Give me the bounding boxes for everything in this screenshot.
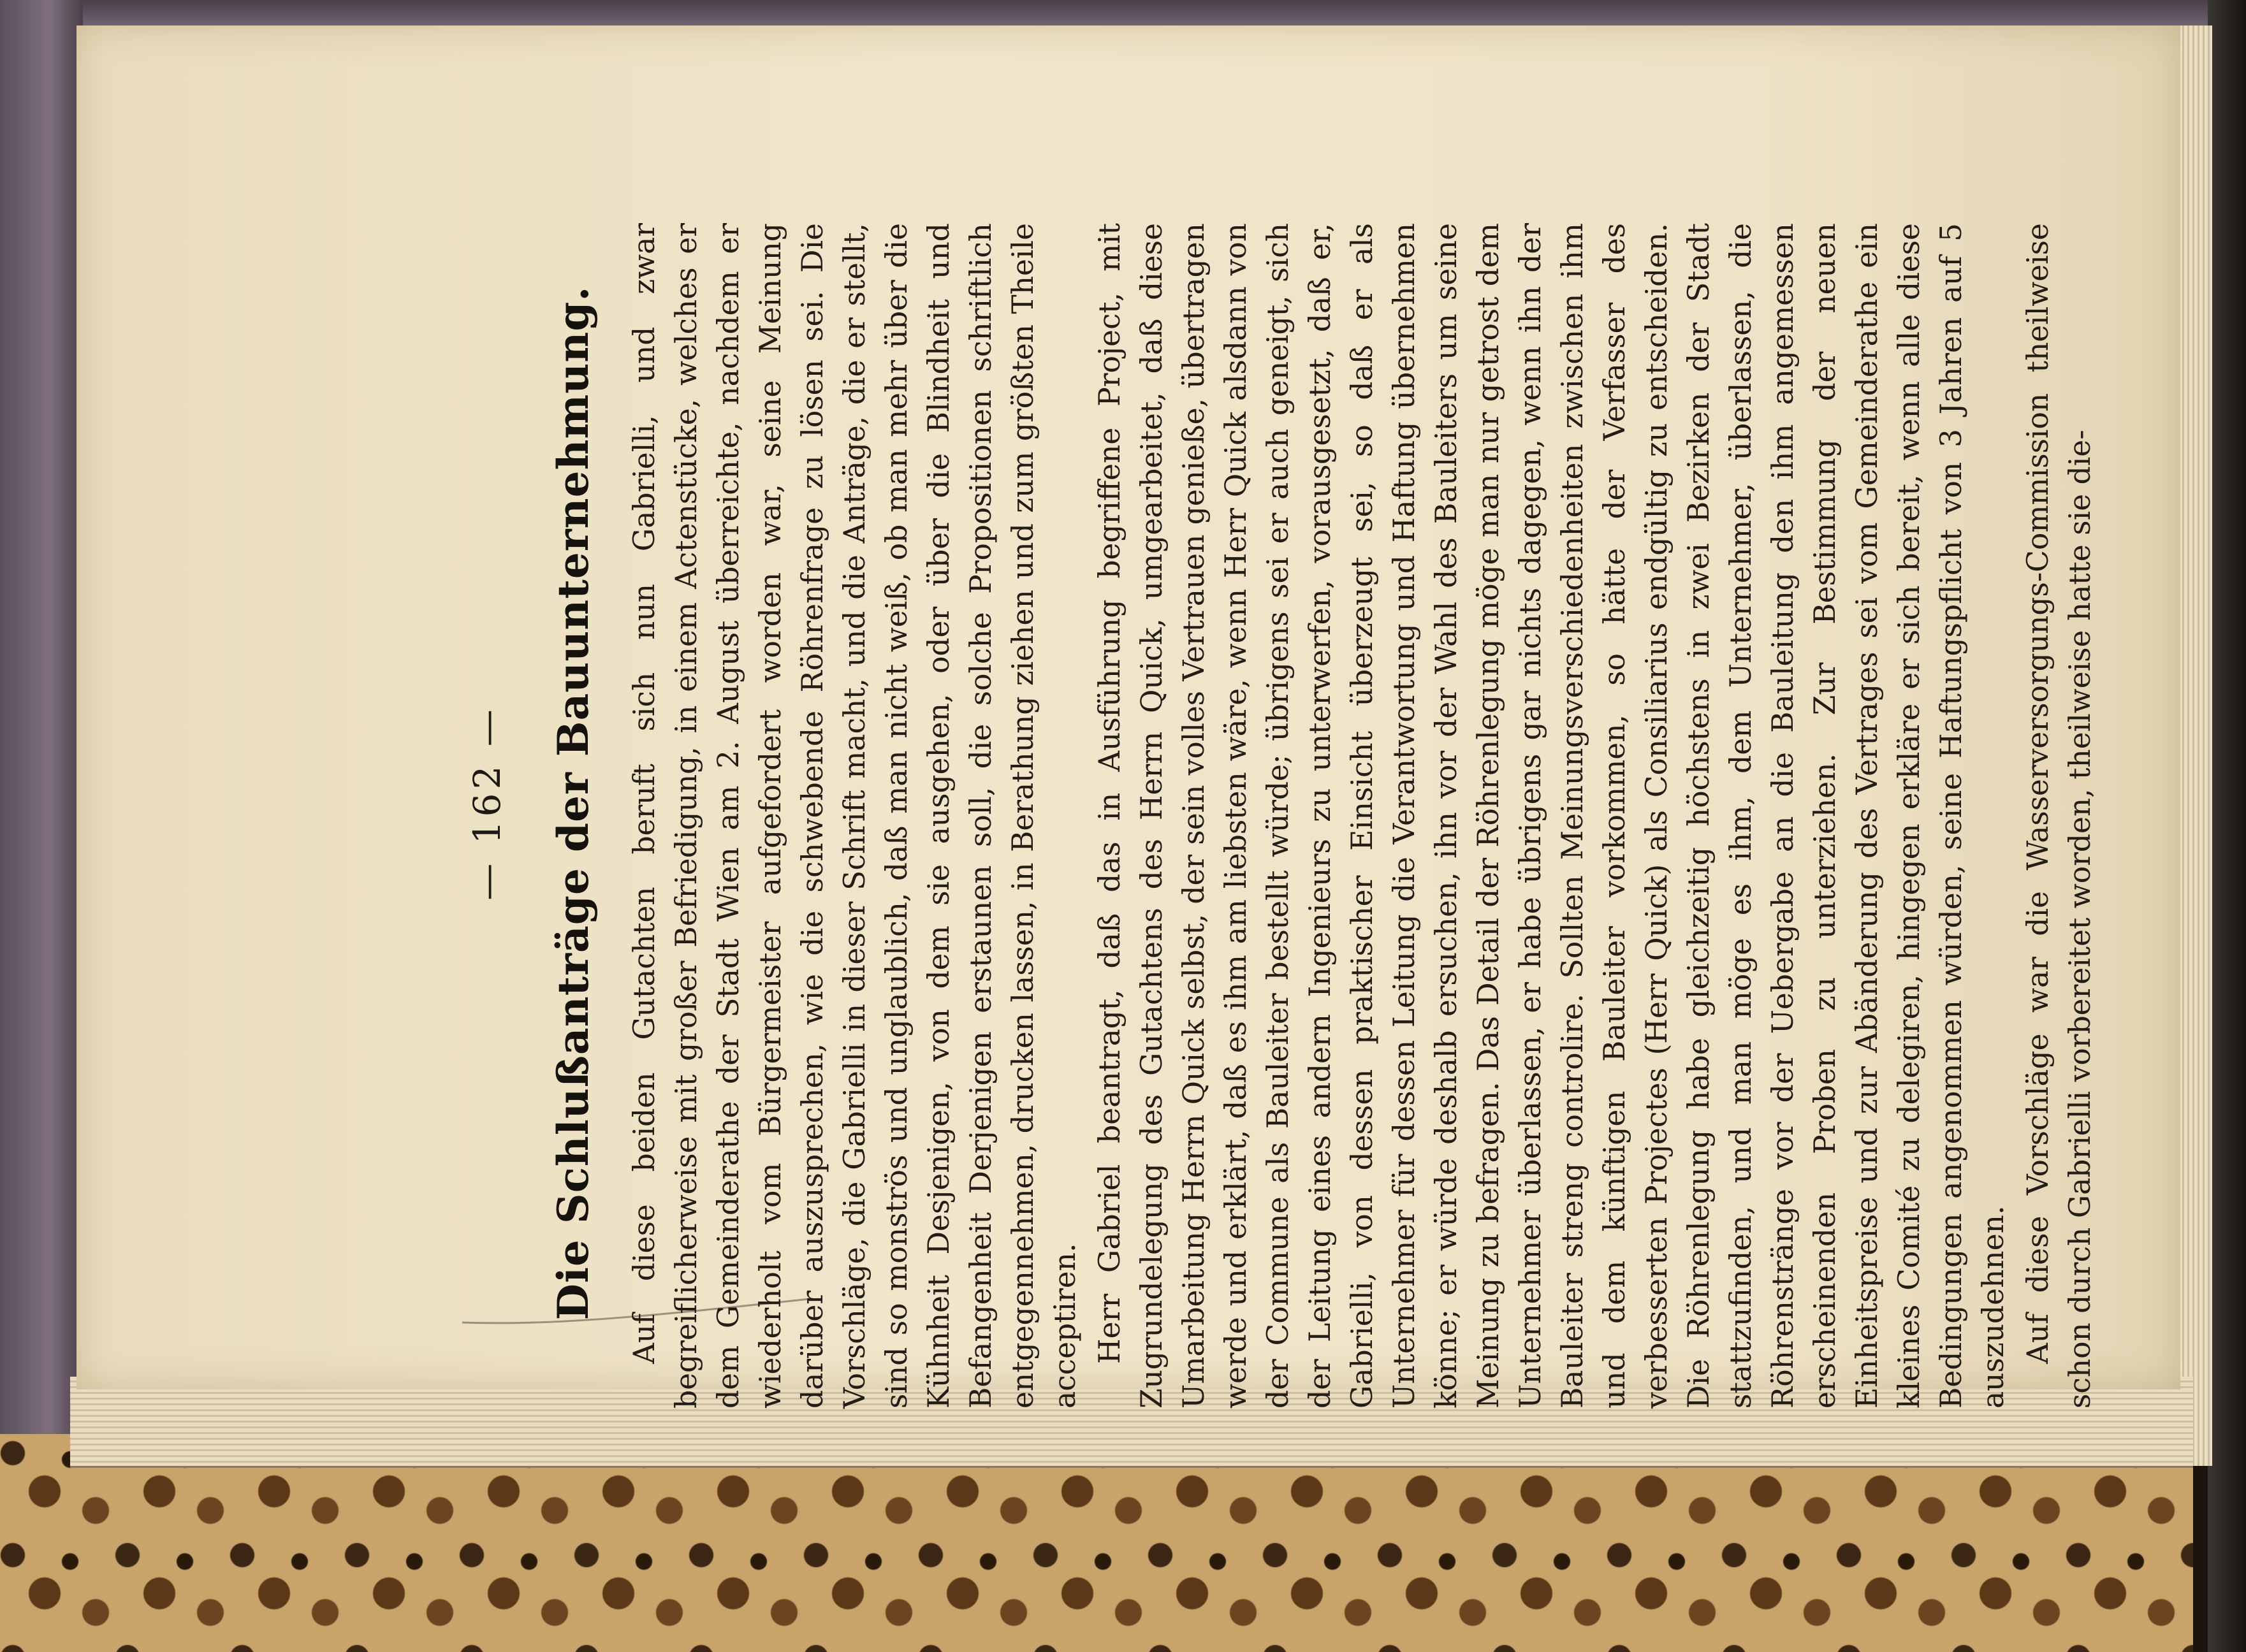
body-text bbox=[623, 198, 2101, 1409]
section-heading: Die Schlußanträge der Bauunternehmung. bbox=[548, 286, 598, 1321]
page-number: — 162 — bbox=[465, 706, 509, 901]
paragraph-3: Auf diese Vorschläge war die Wasserversorgungs-Commission theilweise schon durch Gabrielli vorbereitet worden, theilweise hatte sie die- bbox=[2021, 223, 2097, 1409]
page-content-rotated bbox=[255, 198, 2117, 1409]
book-cover-top bbox=[0, 0, 2246, 25]
paragraph-2: Herr Gabriel beantragt, daß das in Ausführung begriffene Project, mit Zugrundelegung des Gutachtens des Herrn Quick, umgearbeitet, daß diese Umarbeitung Herrn Quick selbst, der sein volles Vertrauen genieße, übertragen werde und erklärt, daß es ihm am liebsten wäre, wenn Herr Quick alsdann von der Commune als Bauleiter bestellt würde; übrigens sei er auch geneigt, sich der Leitung eines andern Ingenieurs zu unterwerfen, vorausgesetzt, daß er, Gabrielli, von dessen praktischer Einsicht überzeugt sei, so daß er als Unternehmer für dessen Leitung die Verantwortung und Haftung übernehmen könne; er würde deshalb ersuchen, ihn vor der Wahl des Bauleiters um seine Meinung zu befragen. Das Detail der Röhrenlegung möge man nur getrost dem Unternehmer überlassen, er habe übrigens gar nichts dagegen, wenn ihn der Bauleiter streng controlire. Sollten Meinungsverschiedenheiten zwischen ihm und dem künftigen Bauleiter vorkommen, so hätte der Verfasser des verbesserten Projectes (Herr Quick) als Consiliarius endgültig zu entscheiden. Die Röhrenlegung habe gleichzeitig höchstens in zwei Bezirken der Stadt stattzufinden, und man möge es ihm, dem Unternehmer, überlassen, die Röhrenstränge vor der Uebergabe an die Bauleitung den ihm angemessen erscheinenden Proben zu unterziehen. Zur Bestimmung der neuen Einheitspreise und zur Abänderung des Vertrages sei vom Gemeinderathe ein kleines Comité zu delegiren, hingegen erkläre er sich bereit, wenn alle diese Bedingungen angenommen würden, seine Haftungspflicht von 3 Jahren auf 5 auszudehnen. bbox=[1093, 223, 2010, 1409]
table-edge bbox=[2208, 0, 2246, 1652]
paragraph-1: Auf diese beiden Gutachten beruft sich nun Gabrielli, und zwar begreiflicherweise mit großer Befriedigung, in einem Actenstücke, welches er dem Gemeinderathe der Stadt Wien am 2. August überreichte, nachdem er wiederholt vom Bürgermeister aufgefordert worden war, seine Meinung darüber auszusprechen, wie die schwebende Röhrenfrage zu lösen sei. Die Vorschläge, die Gabrielli in dieser Schrift macht, und die Anträge, die er stellt, sind so monströs und unglaublich, daß man nicht weiß, ob man mehr über die Kühnheit Desjenigen, von dem sie ausgehen, oder über die Blindheit und Befangenheit Derjenigen erstaunen soll, die solche Propositionen schriftlich entgegennehmen, drucken lassen, in Berathung ziehen und zum größten Theile acceptiren. bbox=[627, 223, 1082, 1409]
